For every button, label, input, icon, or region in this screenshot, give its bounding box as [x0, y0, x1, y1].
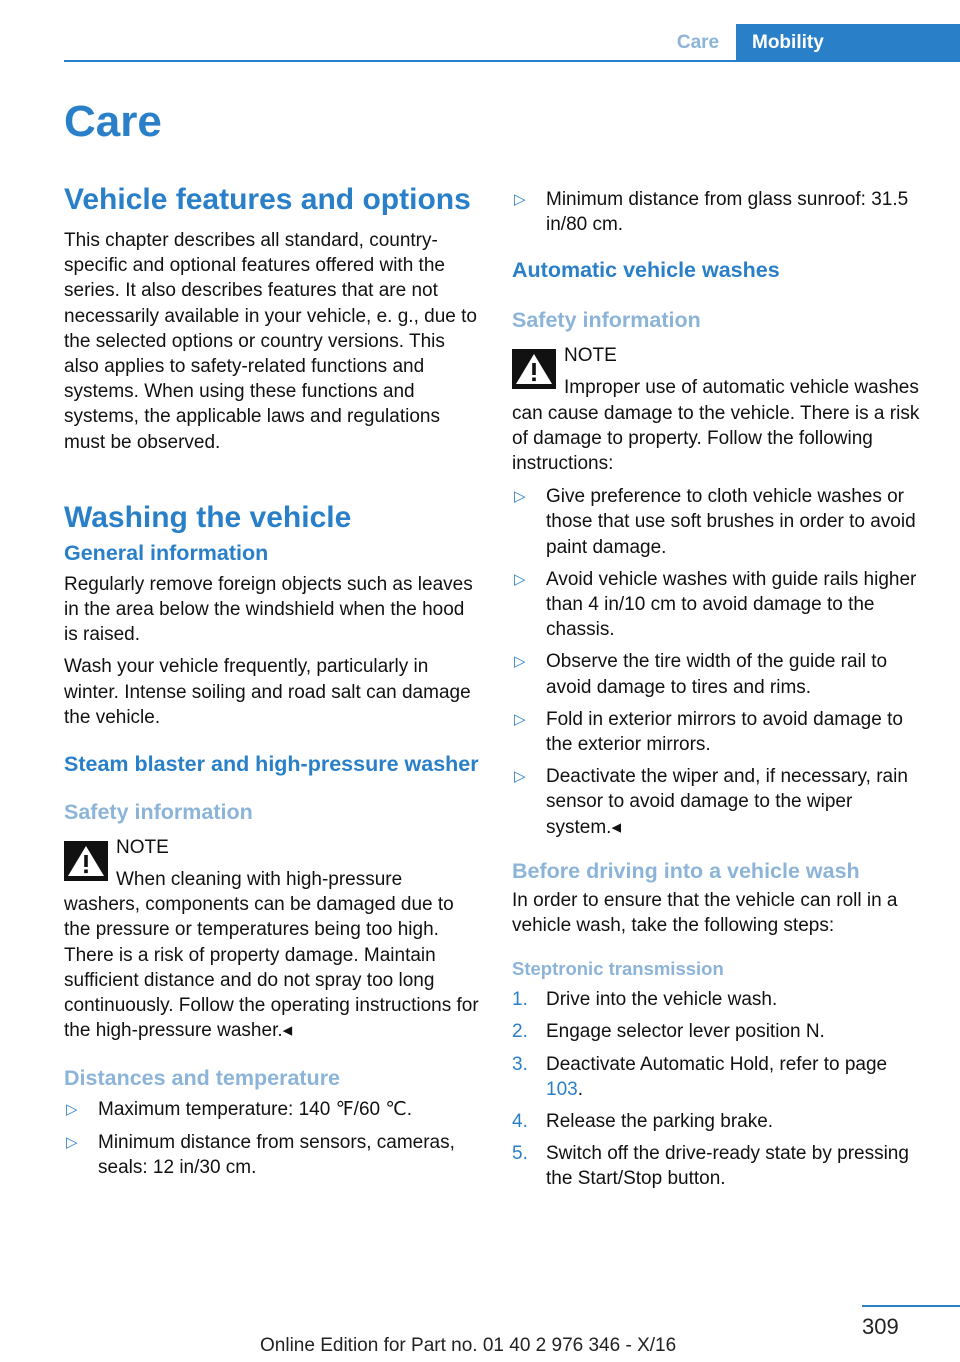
- list-item: ▷ Maximum temperature: 140 ℉/60 ℃.: [64, 1097, 480, 1122]
- list-item: 1. Drive into the vehicle wash.: [512, 987, 928, 1012]
- step-number: 4.: [512, 1111, 528, 1133]
- step-number: 2.: [512, 1021, 528, 1043]
- before-wash-heading: Before driving into a vehicle wash: [512, 858, 860, 883]
- step-number: 1.: [512, 989, 528, 1011]
- auto-wash-heading: Automatic vehicle washes: [512, 258, 780, 283]
- list-item: ▷ Minimum distance from glass sunroof: 31.5 in/80 cm.: [514, 189, 909, 236]
- note-label: NOTE: [564, 345, 617, 367]
- bullet-triangle-icon: ▷: [514, 191, 526, 208]
- bullet-triangle-icon: ▷: [514, 710, 526, 728]
- bullet-triangle-icon: ▷: [514, 768, 526, 786]
- note-auto-wash: [512, 343, 928, 476]
- page-link-103[interactable]: 103: [546, 1078, 578, 1100]
- washing-heading: Washing the vehicle: [64, 500, 352, 534]
- list-item: ▷ Avoid vehicle washes with guide rails higher than 4 in/10 cm to avoid damage to the chassis.: [514, 568, 917, 641]
- list-item: ▷ Fold in exterior mirrors to avoid damage to the exterior mirrors.: [514, 708, 903, 756]
- list-item: 2. Engage selector lever position N.: [512, 1019, 928, 1044]
- bullet-triangle-icon: ▷: [66, 1133, 78, 1151]
- before-wash-body: In order to ensure that the vehicle can roll in a vehicle wash, take the following steps:: [512, 889, 898, 937]
- general-info-heading: General information: [64, 540, 269, 565]
- footer-edition: Online Edition for Part no. 01 40 2 976 346 - X/16: [260, 1335, 677, 1356]
- warning-icon: [512, 349, 556, 389]
- list-item: ▷ Give preference to cloth vehicle washes or those that use soft brushes in order to avoid paint damage.: [514, 486, 916, 558]
- right-column: [512, 180, 928, 1199]
- list-item: ▷ Minimum distance from sensors, cameras, seals: 12 in/30 cm.: [66, 1131, 455, 1178]
- safety-heading-left: Safety information: [64, 800, 253, 825]
- tab-mobility[interactable]: Mobility: [736, 24, 960, 61]
- list-item: ▷ Observe the tire width of the guide rail to avoid damage to tires and rims.: [514, 651, 888, 698]
- list-item: ▷ Deactivate the wiper and, if necessary, rain sensor to avoid damage to the wiper system.◂: [514, 766, 908, 838]
- note-body: Improper use of automatic vehicle washes can cause damage to the vehicle. There is a risk of damage to property. Follow the following instructions:: [512, 377, 920, 475]
- warning-icon: [64, 841, 108, 881]
- distances-list: [64, 1097, 480, 1180]
- page-title: Care: [64, 97, 162, 146]
- note-body: When cleaning with high-pressure washers, components can be damaged due to the pressure or temperatures being too high. There is a risk of property damage. Maintain sufficient distance and do not spray too long continuously. Follow the operating instructions for the high-pressure washer.◂: [64, 869, 479, 1042]
- distances-list-continued: [512, 187, 928, 237]
- auto-wash-list: [512, 484, 928, 840]
- steam-heading: Steam blaster and high-pressure washer: [64, 752, 479, 777]
- left-column: [64, 180, 480, 1188]
- vehicle-features-heading: Vehicle features and options: [64, 183, 471, 216]
- list-item: 5. Switch off the drive-ready state by pressing the Start/Stop button.: [512, 1143, 909, 1190]
- general-info-p1: Regularly remove foreign objects such as leaves in the area below the windshield when the hood is raised.: [64, 573, 473, 646]
- note-high-pressure: [64, 835, 480, 1043]
- bullet-triangle-icon: ▷: [514, 570, 526, 588]
- header-rule: [64, 60, 960, 62]
- step-number: 5.: [512, 1143, 528, 1165]
- note-label: NOTE: [116, 837, 169, 859]
- steps-list: [512, 987, 928, 1191]
- vehicle-features-body: This chapter describes all standard, country-specific and optional features offered with the series. It also describes features that are not necessarily available in your vehicle, e. g., due to the selected options or country versions. This also applies to safety-related functions and systems. When using these functions and systems, the applicable laws and regulations must be observed.: [64, 230, 477, 453]
- bullet-triangle-icon: ▷: [514, 653, 526, 671]
- footer-rule: [862, 1305, 960, 1307]
- safety-heading-right: Safety information: [512, 308, 701, 333]
- page-number: 309: [862, 1314, 899, 1339]
- bullet-triangle-icon: ▷: [514, 488, 526, 506]
- distances-heading: Distances and temperature: [64, 1066, 341, 1091]
- bullet-triangle-icon: ▷: [66, 1101, 78, 1119]
- steptronic-heading: Steptronic transmission: [512, 958, 724, 980]
- tab-care[interactable]: Care: [676, 32, 720, 53]
- list-item: 4. Release the parking brake.: [512, 1109, 928, 1134]
- step-number: 3.: [512, 1053, 528, 1075]
- general-info-p2: Wash your vehicle frequently, particularly in winter. Intense soiling and road salt can damage the vehicle.: [64, 656, 471, 728]
- list-item: 3. Deactivate Automatic Hold, refer to page 103.: [512, 1053, 888, 1100]
